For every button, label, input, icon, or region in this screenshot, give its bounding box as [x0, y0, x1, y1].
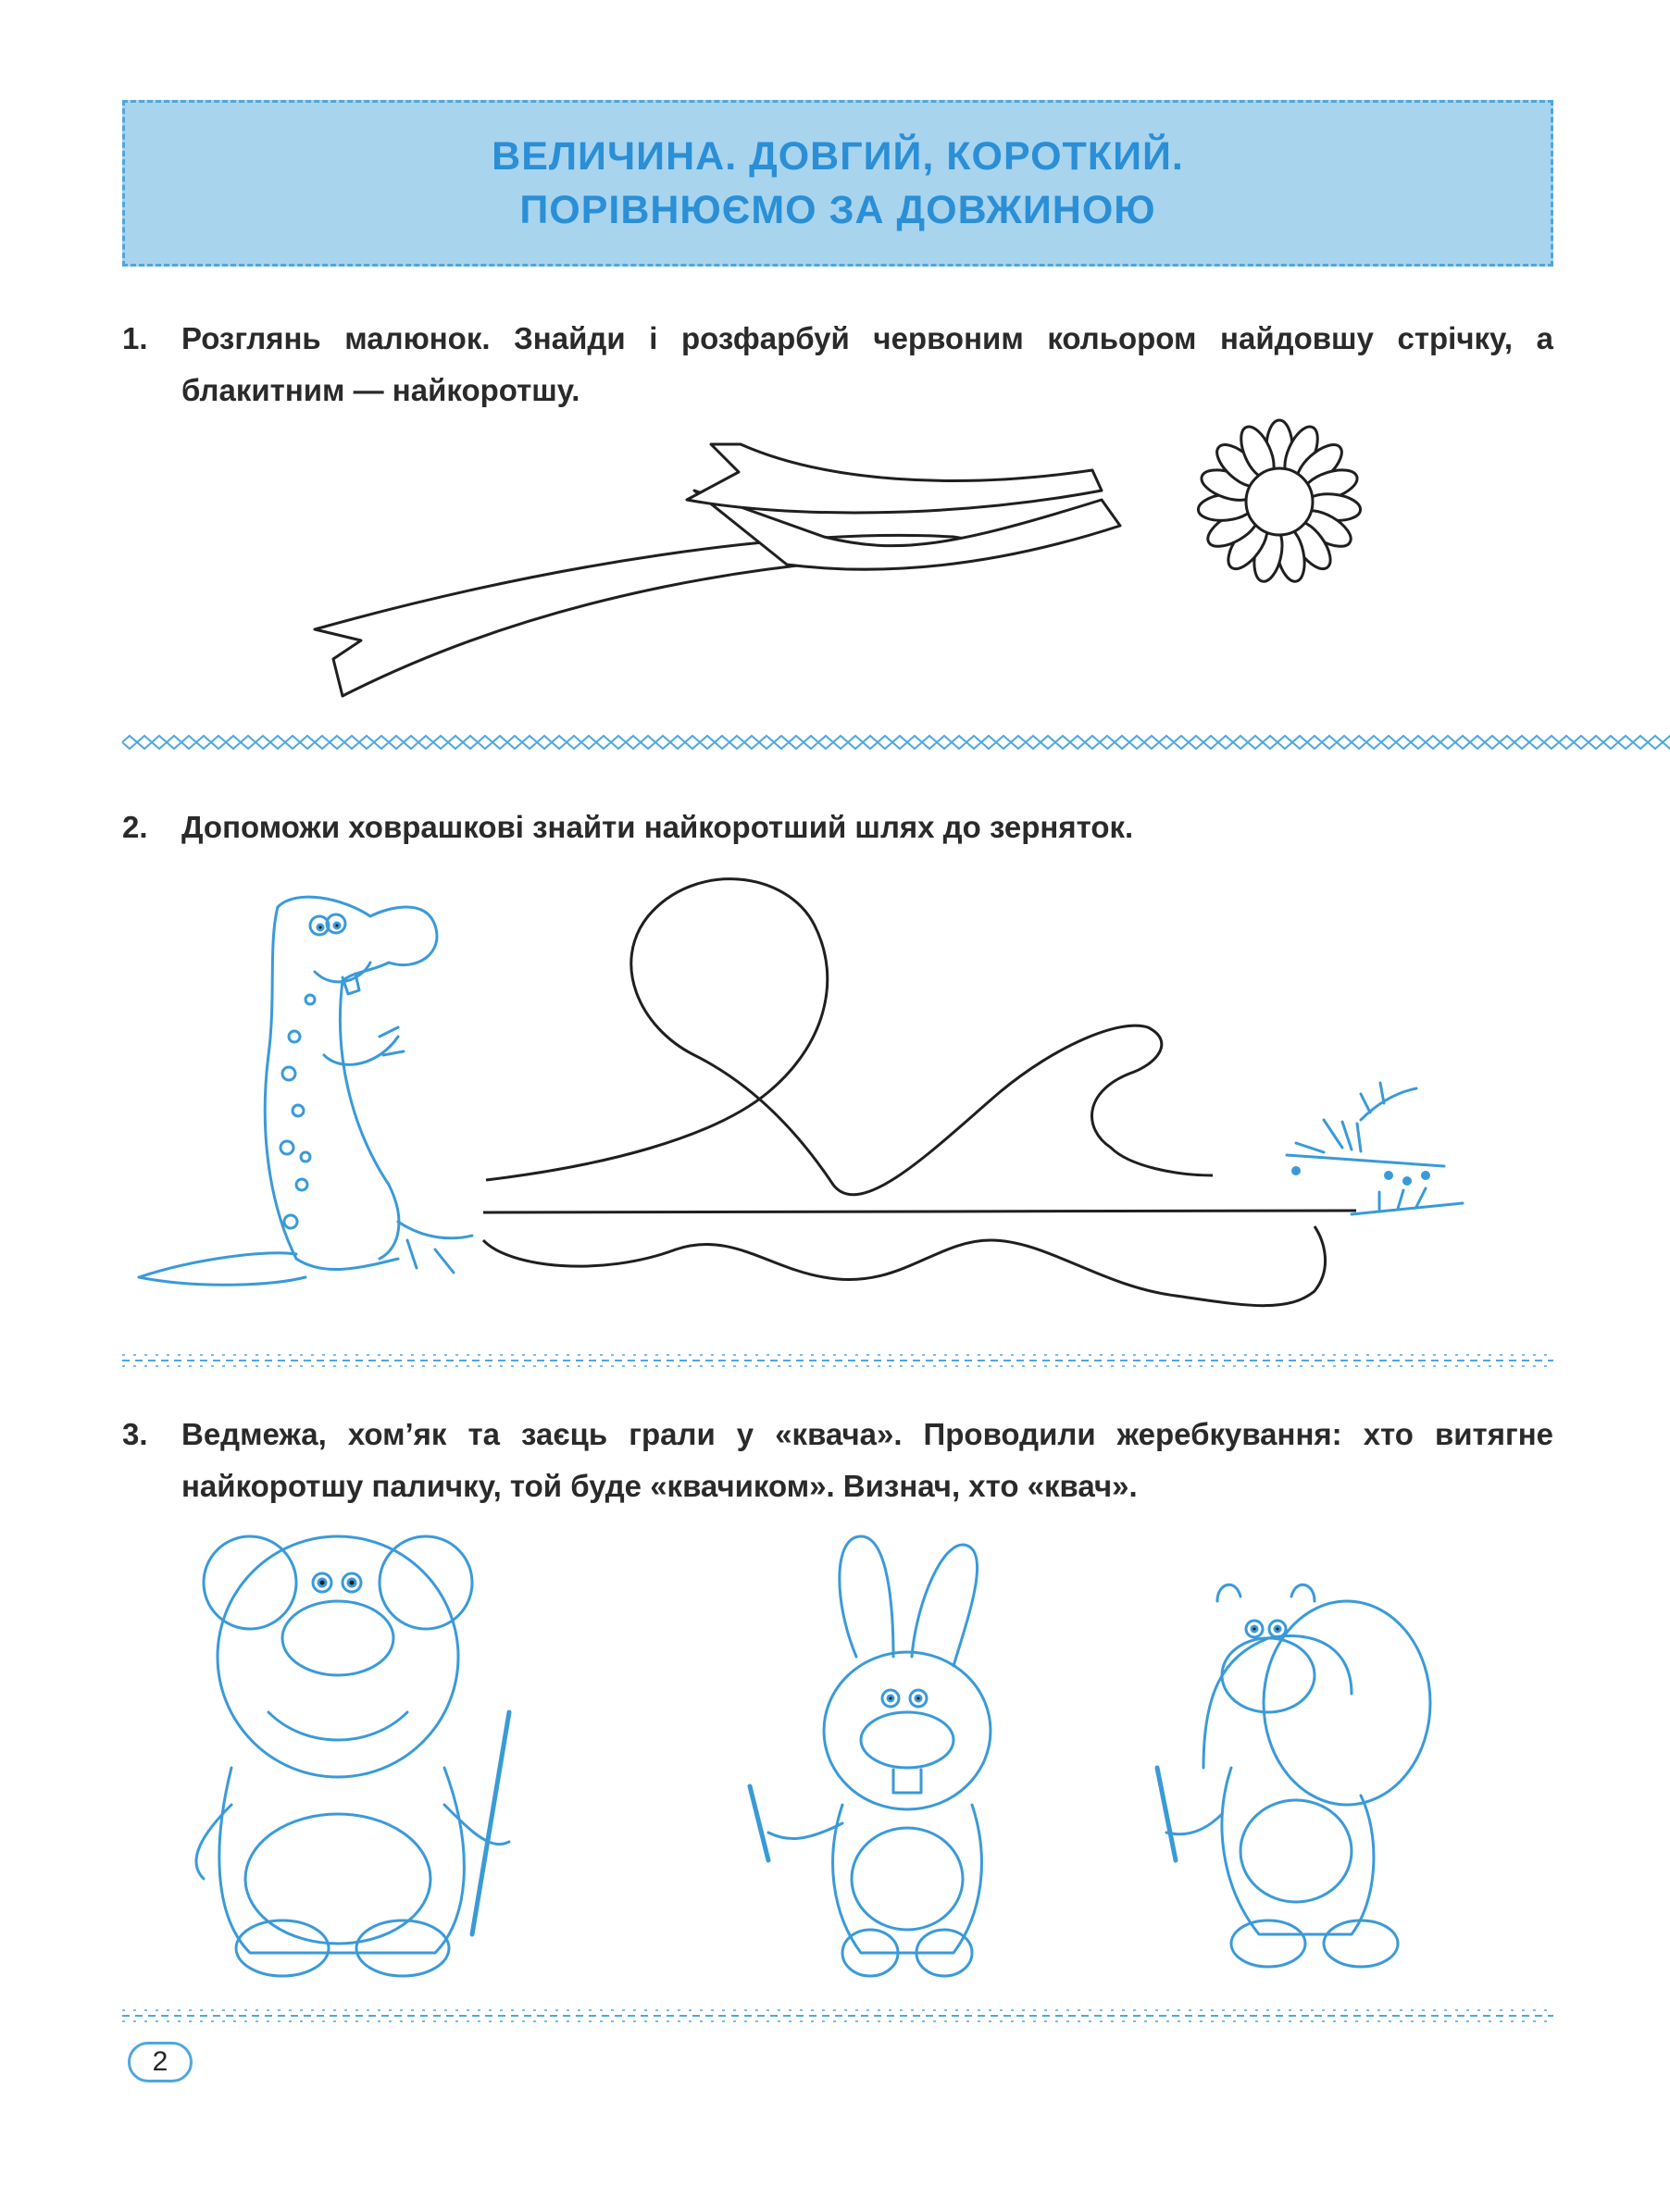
task-3-number: 3.	[122, 1417, 148, 1451]
hamster-icon	[1157, 1584, 1430, 1967]
task-1-text: Розглянь малюнок. Знайди і розфарбуй червоним кольором найдовшу стрічку, а блакитним — найкоротшу.	[181, 321, 1553, 407]
page-title-line-2: ПОРІВНЮЄМО ЗА ДОВЖИНОЮ	[519, 188, 1156, 232]
task-2-text: Допоможи ховрашкові знайти найкоротший шлях до зерняток.	[181, 810, 1134, 844]
bear-icon	[196, 1536, 509, 1976]
task-1	[122, 313, 1553, 416]
section-divider-3	[122, 2007, 1553, 2025]
task-3-text: Ведмежа, хом’як та заєць грали у «квача». Проводили жеребкування: хто витягне найкоротшу паличку, той буде «квачиком». Визнач, хто «квач».	[181, 1417, 1553, 1503]
rosette-icon	[1197, 420, 1362, 584]
grain-icon	[1287, 1083, 1463, 1214]
task-1-number: 1.	[122, 321, 148, 355]
title-banner	[122, 100, 1553, 267]
gopher-paths-illustration[interactable]	[120, 870, 1564, 1314]
task-2-number: 2.	[122, 810, 148, 844]
page-title-line-1: ВЕЛИЧИНА. ДОВГИЙ, КОРОТКИЙ.	[492, 134, 1184, 179]
path-straight	[483, 1211, 1356, 1212]
gopher-icon	[139, 897, 472, 1285]
task-2	[122, 802, 1553, 853]
animals-illustration[interactable]	[120, 1527, 1564, 1990]
task-3	[122, 1409, 1553, 1512]
section-divider-1	[122, 733, 1553, 752]
path-loop	[486, 879, 1213, 1195]
ribbons-illustration[interactable]	[305, 426, 1379, 703]
rabbit-icon	[750, 1536, 991, 1976]
section-divider-2	[122, 1351, 1553, 1370]
path-wavy	[483, 1226, 1326, 1306]
ribbon-short	[687, 444, 1102, 513]
page-number: 2	[128, 2042, 193, 2082]
